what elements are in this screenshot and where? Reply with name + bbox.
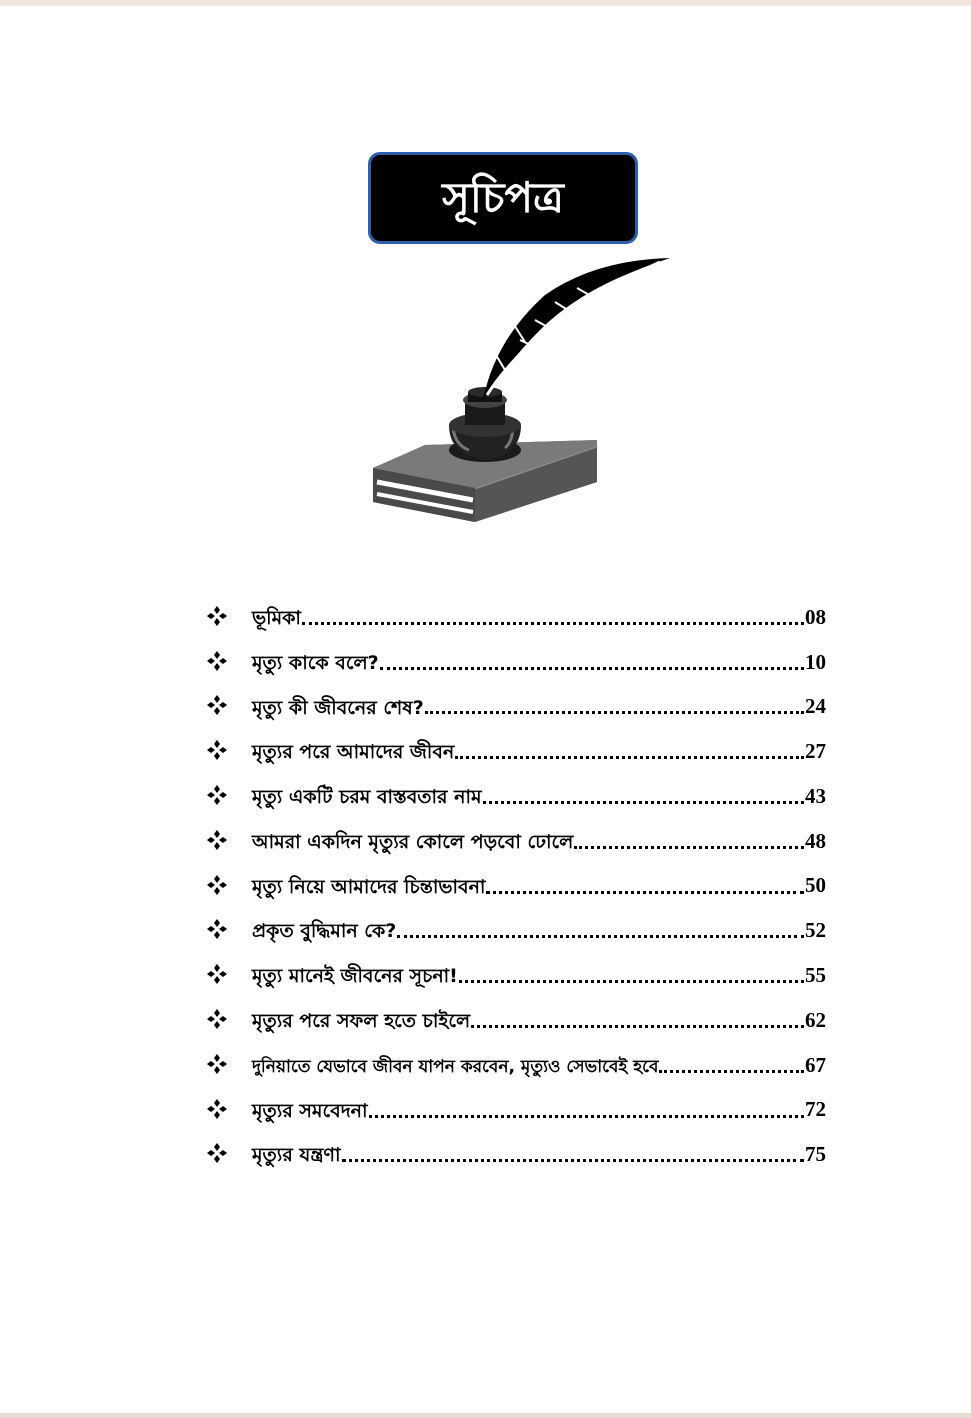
- dot-leader: [397, 935, 804, 938]
- toc-entry[interactable]: [206, 771, 826, 816]
- dot-leader: [659, 1070, 804, 1073]
- toc-entry[interactable]: [206, 861, 826, 906]
- toc-title: আমরা একদিন মৃত্যুর কোলে পড়বো ঢোলে: [252, 830, 574, 853]
- toc-page-number: 72: [805, 1097, 826, 1122]
- diamond-bullet-icon: [206, 963, 252, 987]
- diamond-bullet-icon: [206, 650, 252, 674]
- toc-title: মৃত্যুর পরে সফল হতে চাইলে: [252, 1010, 471, 1033]
- dot-leader: [380, 667, 804, 670]
- toc-entry[interactable]: [206, 1040, 826, 1085]
- toc-page-number: 08: [805, 604, 826, 629]
- dot-leader: [425, 711, 804, 714]
- dot-leader: [483, 801, 804, 804]
- dot-leader: [369, 1115, 804, 1118]
- toc-entry[interactable]: [206, 637, 826, 682]
- toc-entry[interactable]: [206, 995, 826, 1040]
- toc-entry[interactable]: [206, 592, 826, 637]
- toc-title: মৃত্যু একটি চরম বাস্তবতার নাম: [252, 786, 482, 809]
- diamond-bullet-icon: [206, 1098, 252, 1122]
- toc-title: দুনিয়াতে যেভাবে জীবন যাপন করবেন, মৃত্যুও সেভাবেই হবে: [252, 1057, 659, 1078]
- bottom-edge: [0, 1413, 971, 1418]
- dot-leader: [459, 980, 804, 983]
- dot-leader: [342, 1159, 804, 1162]
- dot-leader: [486, 891, 804, 894]
- toc-page-number: 52: [805, 918, 826, 943]
- dot-leader: [471, 1025, 804, 1028]
- diamond-bullet-icon: [206, 1008, 252, 1032]
- toc-entry[interactable]: [206, 726, 826, 771]
- diamond-bullet-icon: [206, 829, 252, 853]
- toc-entry[interactable]: [206, 816, 826, 861]
- toc-page-number: 55: [805, 963, 826, 988]
- title-box: [368, 152, 638, 244]
- top-edge: [0, 0, 971, 6]
- toc-title: প্রকৃত বুদ্ধিমান কে?: [252, 920, 397, 943]
- diamond-bullet-icon: [206, 1142, 252, 1166]
- toc-entry[interactable]: [206, 906, 826, 951]
- toc-entry[interactable]: [206, 1085, 826, 1130]
- toc-title: মৃত্যু কাকে বলে?: [252, 651, 379, 674]
- toc-entry[interactable]: [206, 950, 826, 995]
- dot-leader: [574, 846, 804, 849]
- diamond-bullet-icon: [206, 694, 252, 718]
- toc-page-number: 50: [805, 873, 826, 898]
- toc-title: মৃত্যু মানেই জীবনের সূচনা!: [252, 965, 458, 988]
- toc-title: মৃত্যুর সমবেদনা: [252, 1099, 368, 1122]
- toc-entry[interactable]: [206, 1130, 826, 1175]
- toc-title: মৃত্যুর যন্ত্রণা: [252, 1144, 341, 1167]
- diamond-bullet-icon: [206, 784, 252, 808]
- diamond-bullet-icon: [206, 918, 252, 942]
- toc-page-number: 75: [805, 1142, 826, 1167]
- diamond-bullet-icon: [206, 739, 252, 763]
- toc-title: মৃত্যু কী জীবনের শেষ?: [252, 696, 424, 719]
- toc-title: মৃত্যু নিয়ে আমাদের চিন্তাভাবনা: [252, 875, 486, 898]
- toc-page-number: 24: [805, 694, 826, 719]
- dot-leader: [302, 622, 804, 625]
- toc-page-number: 48: [805, 828, 826, 853]
- toc-page-number: 43: [805, 783, 826, 808]
- toc-entry[interactable]: [206, 682, 826, 727]
- toc-page-number: 67: [805, 1052, 826, 1077]
- toc-page-number: 27: [805, 739, 826, 764]
- page-title: সূচিপত্র: [442, 173, 564, 222]
- table-of-contents: [206, 592, 826, 1174]
- diamond-bullet-icon: [206, 605, 252, 629]
- diamond-bullet-icon: [206, 1053, 252, 1077]
- toc-title: মৃত্যুর পরে আমাদের জীবন: [252, 741, 455, 764]
- toc-page-number: 62: [805, 1007, 826, 1032]
- diamond-bullet-icon: [206, 874, 252, 898]
- quill-inkwell-book-icon: [365, 250, 675, 535]
- toc-title: ভূমিকা: [252, 606, 301, 629]
- dot-leader: [455, 756, 804, 759]
- toc-page-number: 10: [805, 649, 826, 674]
